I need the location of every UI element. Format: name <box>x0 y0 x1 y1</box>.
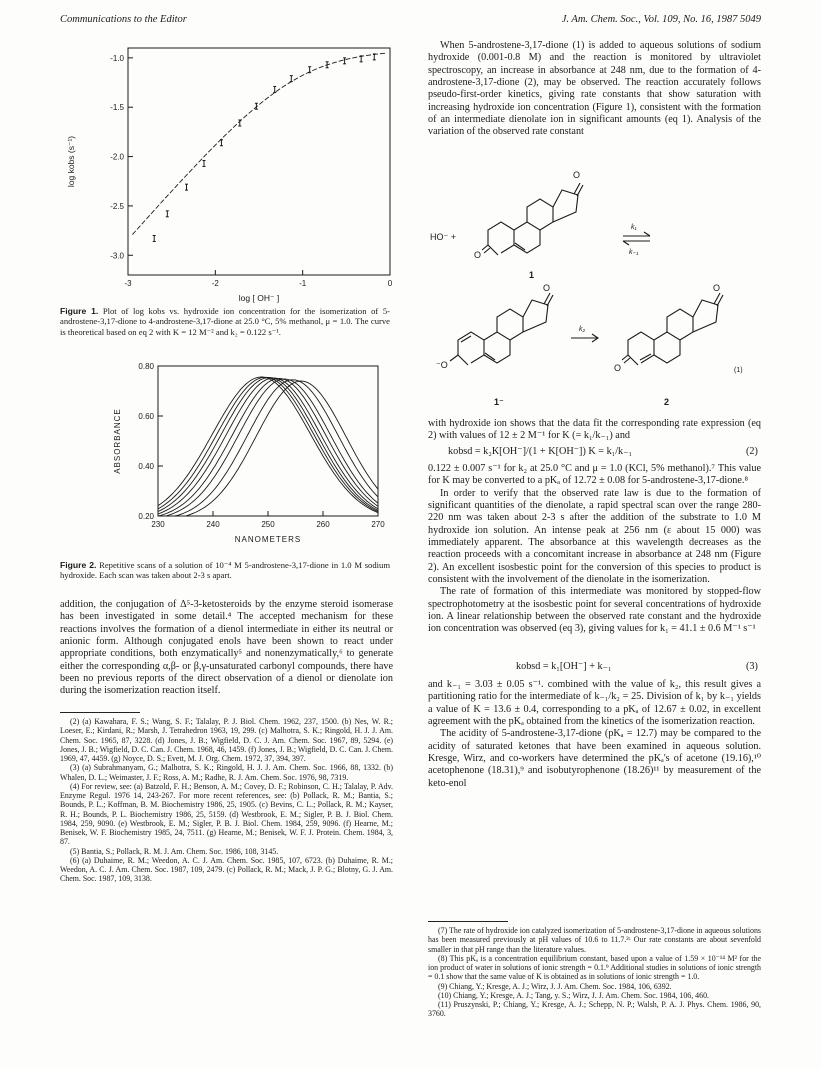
equilibrium-arrow <box>623 232 650 245</box>
right-column-text-2 <box>428 463 761 636</box>
dienolate-structure <box>450 293 553 365</box>
scan-curve <box>158 377 378 513</box>
data-point <box>153 235 156 241</box>
data-point <box>308 67 311 73</box>
right-column-intro <box>428 40 761 139</box>
compound-1-label: 1 <box>529 270 535 280</box>
data-point <box>290 76 293 82</box>
x-axis-label: log [ OH⁻ ] <box>238 293 280 303</box>
reference: (3) (a) Subrahmanyam, G.; Malhotra, S. K.; Ringold, H. J. J. Am. Chem. Soc. 1966, 88, 1332. (b) Whalen, D. L.; Weimaster, J. F.; Ross, A. M.; Radhe, R. J. Am. Chem. Soc. 1976, 98, 7319. <box>60 763 393 782</box>
x-tick-label: 0 <box>387 279 393 288</box>
figure-2 <box>60 360 400 555</box>
data-point <box>202 160 205 166</box>
oxo-label: O <box>474 250 482 260</box>
reference: (2) (a) Kawahara, F. S.; Wang, S. F.; Talalay, P. J. Biol. Chem. 1962, 237, 1500. (b) Nes, W. R.; Loeser, E.; Kirdani, R.; Marsh, J. Tetrahedron 1963, 19, 299. (c) Malhotra, S. K.; Ringold, H. J. J. Am. Chem. Soc. 1965, 87, 3228. (d) Jones, J. B.; Wigfield, D. C. J. Am. Chem. Soc. 1967, 89, 5294. (e) Jones, J. B.; Wigfield, D. C. Can. J. Chem. 1968, 46, 1459. (f) Jones, J. B.; Wigfield, D. C. Can. J. Chem. 1969, 47, 4459. (g) Noyce, D. S.; Evett, M. J. Org. Chem. 1972, 37, 394, 397. <box>60 717 393 763</box>
figure-2-caption-text: Repetitive scans of a solution of 10⁻⁴ M 5-androstene-3,17-dione in 1.0 M sodium hydroxide. Each scan was taken about 2-3 s apart. <box>60 560 390 581</box>
x-tick-label: 230 <box>151 520 165 529</box>
reaction-scheme <box>428 140 761 410</box>
equation-3-number: (3) <box>746 661 758 672</box>
reaction-scheme-drawing <box>428 140 761 405</box>
compound-1-anion-label: 1⁻ <box>494 397 504 405</box>
oxo-label: O <box>713 283 721 293</box>
figure-2-chart <box>60 360 400 555</box>
y-tick-label: 0.40 <box>138 462 154 471</box>
paragraph: addition, the conjugation of Δ⁵-3-ketosteroids by the enzyme steroid isomerase has been investigated in some detail.⁴ The accepted mechanism for these reactions involves the formation of a dienol intermediate in either its neutral or anionic form. Although conjugated enols have been shown to react under appropriate conditions, both enzymatically⁵ and nonenzymatically,⁶ to generate either the corresponding α,β- or β,γ-unsaturated carbonyl compounds, there have been no previous reports of the direct observation of a dienol or dienolate ion during the isomerization reaction itself. <box>60 599 393 697</box>
data-point <box>220 140 223 146</box>
paragraph: In order to verify that the observed rate law is due to the formation of significant quantities of the dienolate, a rapid spectral scan over the range 280-220 nm was taken about 2-3 s after the addition of the substrate to 1.0 M hydroxide ion solution. An intense peak at 256 nm (ε about 15 000) was immediately apparent. The absorbance at this wavelength decreases as the reaction proceeds with a concomitant increase in absorbance at 248 nm (Figure 2). An excellent isosbestic point for the conversion of this species to product is consistent with the involvement of the dienolate in the isomerization. <box>428 487 761 586</box>
hydroxide-label: HO⁻ + <box>430 232 457 242</box>
equation-2: kobsd = k₂K[OH⁻]/(1 + K[OH⁻]) K = k₁/k₋₁ <box>448 446 633 457</box>
paragraph: with hydroxide ion shows that the data fit the corresponding rate expression (eq 2) with values of 12 ± 2 M⁻¹ for K (= k₁/k₋₁) and <box>428 418 761 442</box>
right-column-text <box>428 418 761 443</box>
running-header-left: Communications to the Editor <box>60 14 187 25</box>
scan-curve <box>158 378 378 514</box>
data-point <box>185 184 188 190</box>
x-axis-label: NANOMETERS <box>234 535 302 544</box>
figure-1-caption <box>60 306 390 337</box>
figure-2-caption-label: Figure 2. <box>60 560 97 570</box>
reference: (9) Chiang, Y.; Kresge, A. J.; Wirz, J. J. Am. Chem. Soc. 1984, 106, 6392. <box>438 981 672 991</box>
k-1-label: k₋₁ <box>629 249 639 256</box>
y-tick-label: -1.5 <box>110 103 124 113</box>
left-column-text <box>60 599 393 698</box>
figure-2-caption <box>60 560 390 581</box>
scan-curve <box>158 378 378 512</box>
y-axis-label: log kobs (s⁻¹) <box>66 135 76 188</box>
reference: (7) The rate of hydroxide ion catalyzed isomerization of 5-androstene-3,17-dione in aqueous solutions has been measured previously at pH values of 10.6 to 11.7.²ᶜ Our rate constants are about sevenfold smaller in that pH range than the literature values. <box>428 926 761 954</box>
reference: (5) Bantia, S.; Pollack, R. M. J. Am. Chem. Soc. 1986, 108, 3145. <box>70 846 279 856</box>
paragraph: When 5-androstene-3,17-dione (1) is added to aqueous solutions of sodium hydroxide (0.001-0.8 M) and the reaction is monitored by ultraviolet spectroscopy, an increase in absorbance at 248 nm, due to the formation of 4-androstene-3,17-dione (2), may be observed. The reaction accurately follows pseudo-first-order kinetics, giving rate constants that show saturation with increasing hydroxide ion concentration (Figure 1), consistent with the formation of an intermediate dienolate ion in significant amounts (eq 1). Analysis of the variation of the observed rate constant <box>428 40 761 138</box>
oxo-label: O <box>543 283 551 293</box>
y-tick-label: -2.5 <box>110 201 124 211</box>
y-tick-label: -3.0 <box>110 251 124 261</box>
x-tick-label: 260 <box>316 520 330 529</box>
data-point <box>273 86 276 92</box>
y-tick-label: 0.20 <box>138 512 154 521</box>
oxo-label: O <box>573 170 581 180</box>
scan-curve <box>158 377 378 511</box>
y-axis-label: ABSORBANCE <box>113 408 122 474</box>
equation-1-number: (1) <box>734 367 743 374</box>
steroid-2-structure <box>622 293 723 365</box>
figure-1 <box>60 40 400 305</box>
right-references <box>428 926 761 1019</box>
steroid-1-structure <box>482 183 583 255</box>
figure-1-caption-text: Plot of log kobs vs. hydroxide ion concentration for the isomerization of 5-androstene-3,17-dione to 4-androstene-3,17-dione at 25.0 °C, 5% methanol, μ = 1.0. The curve is theoretical based on eq 2 with K = 12 M⁻² and k₂ = 0.122 s⁻¹. <box>60 306 390 337</box>
reference: (11) Pruszynski, P.; Chiang, Y.; Kresge, A. J.; Schepp, N. P.; Walsh, P. A. J. Phys. Chem. 1986, 90, 3760. <box>428 1000 761 1019</box>
equation-2-number: (2) <box>746 446 758 457</box>
plot-frame <box>128 48 390 275</box>
data-point <box>343 58 346 64</box>
reference: (10) Chiang, Y.; Kresge, A. J.; Tang, y. S.; Wirz, J. J. Am. Chem. Soc. 1984, 106, 460. <box>438 990 709 1000</box>
oxide-label: ⁻O <box>436 360 448 370</box>
left-references <box>60 717 393 884</box>
paragraph: The rate of formation of this intermediate was monitored by stopped-flow spectrophotometry at the isosbestic point for several concentrations of hydroxide ion. A linear relationship between the observed rate constant and the hydroxide ion concentration was observed (eq 3), giving values for k₁ = 41.1 ± 0.6 M⁻¹ s⁻¹ <box>428 586 761 635</box>
y-tick-label: 0.60 <box>138 412 154 421</box>
y-tick-label: -2.0 <box>110 152 124 162</box>
k1-label: k₁ <box>631 224 637 231</box>
y-tick-label: -1.0 <box>110 53 124 63</box>
figure-1-caption-label: Figure 1. <box>60 306 99 316</box>
data-point <box>166 211 169 217</box>
theory-curve <box>132 53 385 234</box>
y-tick-label: 0.80 <box>138 362 154 371</box>
running-header-right: J. Am. Chem. Soc., Vol. 109, No. 16, 1987 5049 <box>561 14 761 25</box>
paragraph: 0.122 ± 0.007 s⁻¹ for k₂ at 25.0 °C and μ = 1.0 (KCl, 5% methanol).⁷ This value for K may be converted to a pKₐ of 12.72 ± 0.08 for 5-androstene-3,17-dione.⁸ <box>428 463 761 487</box>
x-tick-label: 270 <box>371 520 385 529</box>
paragraph: and k₋₁ = 3.03 ± 0.05 s⁻¹. combined with the value of k₂, this result gives a partitioning ratio for the intermediate of k₋₁/k₂ = 25. Division of k₁ by k₋₁ yields a value of K = 13.6 ± 0.4, corresponding to a pKₐ of 12.67 ± 0.02, in excellent agreement with the pKₐ obtained from the kinetics of the isomerization reaction. <box>428 679 761 728</box>
footnote-rule <box>428 921 508 922</box>
oxo-label: O <box>614 363 622 373</box>
footnote-rule <box>60 712 140 713</box>
equation-3: kobsd = k₁[OH⁻] + k₋₁ <box>516 661 612 672</box>
figure-1-chart <box>60 40 400 305</box>
reference: (6) (a) Duhaime, R. M.; Weedon, A. C. J. Am. Chem. Soc. 1985, 107, 6723. (b) Duhaime, R. M.; Weedon, A. C. J. Am. Chem. Soc. 1987, 109, 2479. (c) Pollack, R. M.; Mack, J. P. G.; Blotny, G. J. Am. Chem. Soc. 1987, 109, 3138. <box>60 855 393 884</box>
right-column-text-3 <box>428 679 761 790</box>
x-tick-label: -3 <box>124 279 132 288</box>
x-tick-label: 250 <box>261 520 275 529</box>
k2-label: k₂ <box>579 326 586 333</box>
x-tick-label: 240 <box>206 520 220 529</box>
scan-curve <box>158 380 378 516</box>
paragraph: The acidity of 5-androstene-3,17-dione (pKₐ = 12.7) may be compared to the acidity of saturated ketones that have been examined in aqueous solution. Kresge, Wirz, and co-workers have determined the pKₐ's of acetone (19.16),¹⁰ acetophenone (18.31),⁹ and isobutyrophenone (18.26)¹¹ by measurement of the keto-enol <box>428 728 761 789</box>
x-tick-label: -1 <box>299 279 307 288</box>
compound-2-label: 2 <box>664 397 670 405</box>
reference: (8) This pKₐ is a concentration equilibrium constant, based upon a value of 1.59 × 10⁻¹⁴ M² for the ion product of water in solutions of ionic strength = 0.1.⁹ Additional studies in solutions of ionic strength = 0.1 show that the same value of K is obtained as in solutions of ionic strength = 1.0. <box>428 953 761 982</box>
reference: (4) For review, see: (a) Batzold, F. H.; Benson, A. M.; Covey, D. F.; Robinson, C. H.; Talalay, P. Adv. Enzyme Regul. 1976 14, 243-267. For more recent references, see: (b) Pollack, R. M.; Bantia, S.; Bounds, P. L.; Koffman, B. M. Biochemistry 1986, 25, 1905. (c) Bevins, C. L.; Pollack, R. M.; Kayser, R. H.; Bounds, P. L. Biochemistry 1986, 25, 5159. (d) Westbrook, E. M.; Sigler, P. B. J. Biol. Chem. 1984, 259, 9090. (e) Westbrook, E. M.; Sigler, P. B. J. Biol. Chem. 1984, 259, 9096. (f) Hearne, M.; Benisek, W. F. Biochemistry 1985, 24, 7511. (g) Hearne, M.; Benisek, W. F. J. Protein. Chem. 1984, 3, 87. <box>60 781 393 847</box>
x-tick-label: -2 <box>211 279 219 288</box>
